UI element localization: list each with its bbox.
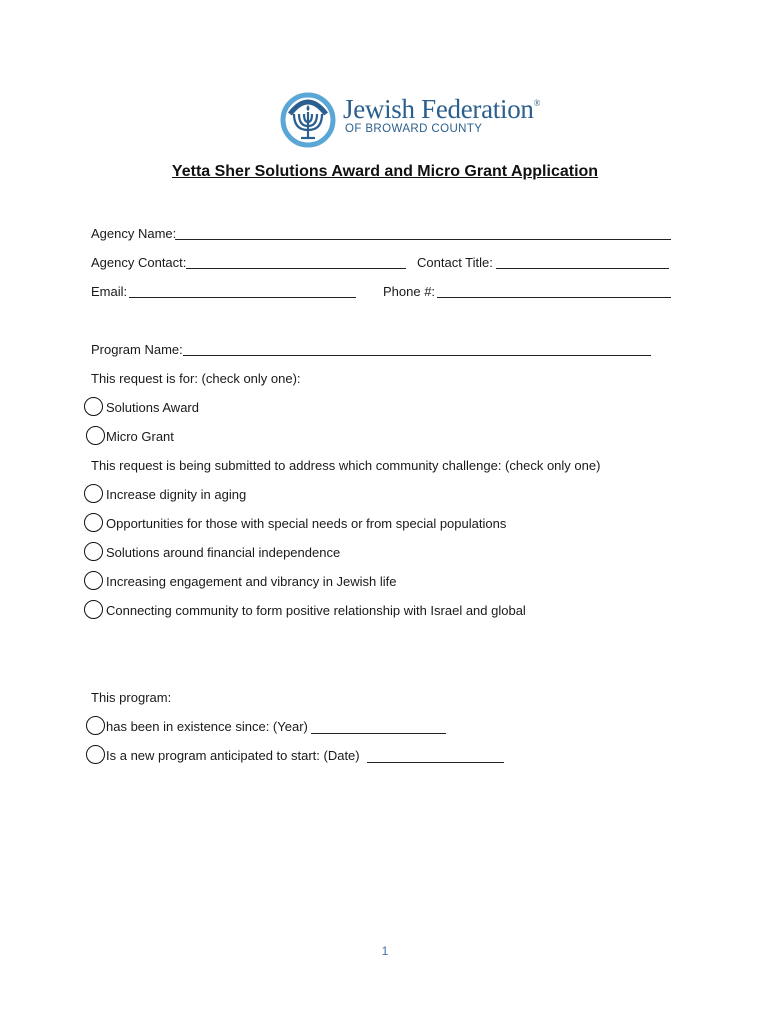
- radio-financial-independence[interactable]: [84, 542, 103, 561]
- federation-logo: [280, 92, 541, 148]
- program-name-field[interactable]: [183, 355, 651, 356]
- agency-contact-label: Agency Contact:: [91, 255, 187, 270]
- jewish-life-label: Increasing engagement and vibrancy in Jewish life: [106, 574, 397, 589]
- radio-micro-grant[interactable]: [86, 426, 105, 445]
- existing-year-field[interactable]: [311, 733, 446, 734]
- radio-israel-global[interactable]: [84, 600, 103, 619]
- menorah-icon: [280, 92, 340, 148]
- logo-name: Jewish Federation®: [343, 94, 541, 124]
- radio-special-needs[interactable]: [84, 513, 103, 532]
- new-program-label: Is a new program anticipated to start: (Date): [106, 748, 360, 763]
- contact-title-label: Contact Title:: [417, 255, 493, 270]
- radio-jewish-life[interactable]: [84, 571, 103, 590]
- israel-global-label: Connecting community to form positive relationship with Israel and global: [106, 603, 526, 618]
- radio-existing-program[interactable]: [86, 716, 105, 735]
- micro-grant-label: Micro Grant: [106, 429, 174, 444]
- solutions-award-label: Solutions Award: [106, 400, 199, 415]
- phone-label: Phone #:: [383, 284, 436, 299]
- logo-subtitle: OF BROWARD COUNTY: [345, 123, 483, 135]
- email-label: Email:: [91, 284, 128, 299]
- request-type-prompt: This request is for: (check only one):: [91, 371, 301, 386]
- agency-name-field[interactable]: [175, 239, 671, 240]
- existing-program-label: has been in existence since: (Year): [106, 719, 308, 734]
- challenge-prompt: This request is being submitted to address which community challenge: (check only one): [91, 458, 601, 473]
- dignity-aging-label: Increase dignity in aging: [106, 487, 247, 502]
- program-name-label: Program Name:: [91, 342, 183, 357]
- agency-name-label: Agency Name:: [91, 226, 177, 241]
- financial-independence-label: Solutions around financial independence: [106, 545, 341, 560]
- special-needs-label: Opportunities for those with special needs or from special populations: [106, 516, 507, 531]
- program-prompt: This program:: [91, 690, 172, 705]
- contact-title-field[interactable]: [496, 268, 669, 269]
- new-program-date-field[interactable]: [367, 762, 504, 763]
- page-number: 1: [381, 944, 389, 958]
- page-title: Yetta Sher Solutions Award and Micro Grant Application: [171, 163, 599, 180]
- phone-field[interactable]: [437, 297, 671, 298]
- radio-solutions-award[interactable]: [84, 397, 103, 416]
- agency-contact-field[interactable]: [186, 268, 406, 269]
- radio-new-program[interactable]: [86, 745, 105, 764]
- email-field[interactable]: [129, 297, 356, 298]
- radio-dignity-aging[interactable]: [84, 484, 103, 503]
